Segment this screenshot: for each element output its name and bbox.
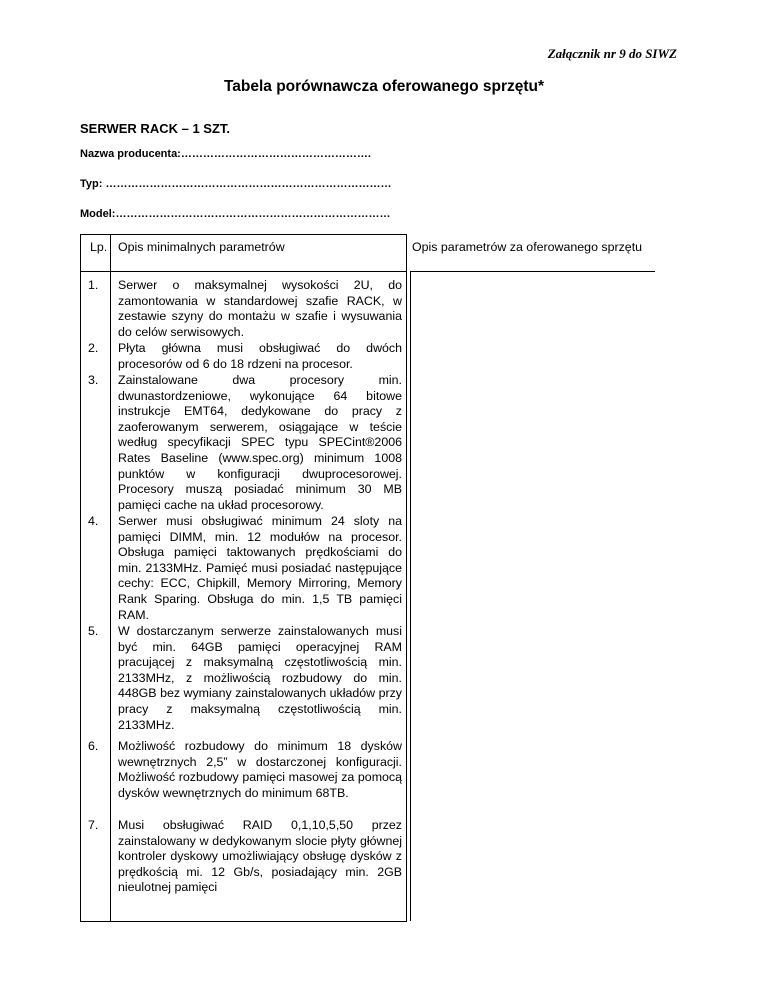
row-description: Musi obsługiwać RAID 0,1,10,5,50 przez zainstalowany w dedykowanym slocie płyty głównej kontroler dyskowy umożliwiający obsługę dysków z prędkością mi. 12 Gb/s, posiadający min. 2GB nieulotnej pamięci [118,818,402,895]
offer-row-divider [410,331,411,332]
row-description: W dostarczanym serwerze zainstalowanych musi być min. 64GB pamięci operacyjnej RAM pracującej z maksymalną częstotliwością min. 2133MHz, z możliwością rozbudowy do min. 448GB bez wymiany zainstalowanych układów przy pracy z maksymalną częstotliwością min. 2133MHz. [118,624,402,732]
row-description: Serwer musi obsługiwać minimum 24 sloty na pamięci DIMM, min. 12 modułów na procesor. Obsługa pamięci taktowanych prędkościami do min. 2133MHz. Pamięć musi posiadać następujące cechy: ECC, Chipkill, Memory Mirroring, Memory Rank Sparing. Obsługa do min. 1,5 TB pamięci RAM. [118,514,402,622]
table-border-top [80,234,407,235]
row-description: Zainstalowane dwa procesory min. dwunastordzeniowe, wykonujące 64 bitowe instrukcje EMT64, dedykowane do pracy z zaoferowanym serwerem, osiągające w teście według specyfikacji SPEC typu SPECint®2006 Rates Baseline (www.spec.org) minimum 1008 punktów w konfiguracji dwuprocesorowej. Procesory muszą posiadać minimum 30 MB pamięci cache na układ procesorowy. [118,373,402,512]
table-col-divider-3 [410,272,411,921]
comparison-table [80,234,680,934]
header-lp: Lp. [90,240,108,254]
row-number: 1. [88,278,99,292]
header-params: Opis minimalnych parametrów [118,240,285,254]
row-description: Możliwość rozbudowy do minimum 18 dysków wewnętrznych 2,5” w dostarczonej konfiguracji. Możliwość rozbudowy pamięci masowej za pomocą dysków wewnętrznych do minimum 68TB. [118,739,402,800]
row-description: Płyta główna musi obsługiwać do dwóch procesorów od 6 do 18 rdzeni na procesor. [118,341,402,371]
table-col-divider-1 [110,234,111,921]
row-number: 5. [88,624,99,638]
model-field: Model:………………………………………………………………… [80,208,391,220]
document-title: Tabela porównawcza oferowanego sprzętu* [223,78,545,95]
row-number: 3. [88,373,99,387]
annex-label: Załącznik nr 9 do SIWZ [547,46,677,61]
row-number: 7. [88,818,99,832]
row-number: 6. [88,739,99,753]
type-field: Typ: …………………………………………………………………… [80,178,392,190]
section-title: SERWER RACK – 1 SZT. [80,121,231,136]
header-offered: Opis parametrów za oferowanego sprzętu [412,240,643,254]
row-number: 4. [88,514,99,528]
row-number: 2. [88,341,99,355]
table-header-bottom-right [410,271,655,272]
table-col-divider-2 [406,234,407,921]
producer-field: Nazwa producenta:……………………………………………. [80,148,371,160]
table-border-bottom [80,921,407,922]
table-header-bottom [80,271,407,272]
table-border-left [80,234,81,921]
row-description: Serwer o maksymalnej wysokości 2U, do zamontowania w standardowej szafie RACK, w zestawie szyny do montażu w szafie i wysuwania do celów serwisowych. [118,278,402,339]
